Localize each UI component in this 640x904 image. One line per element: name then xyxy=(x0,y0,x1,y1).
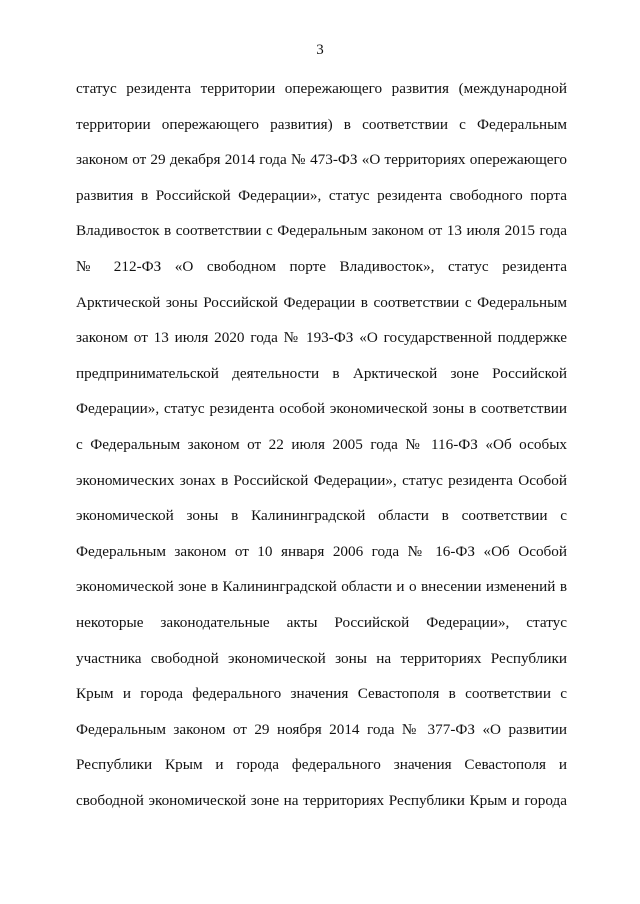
page-number: 3 xyxy=(316,42,324,58)
text-line: участника свободной экономической зоны на территориях Республики xyxy=(76,649,567,667)
text-line: Владивосток в соответствии с Федеральным законом от 13 июля 2015 года xyxy=(76,222,567,240)
text-line: некоторые законодательные акты Российской Федерации», статус xyxy=(76,613,567,631)
text-line: № 212-ФЗ «О свободном порте Владивосток», статус резидента xyxy=(76,257,567,275)
text-line: законом от 29 декабря 2014 года № 473-ФЗ «О территориях опережающего xyxy=(76,151,567,169)
text-line: Федеральным законом от 10 января 2006 года № 16-ФЗ «Об Особой xyxy=(76,542,567,560)
text-line: Федеральным законом от 29 ноября 2014 года № 377-ФЗ «О развитии xyxy=(76,720,567,738)
text-line: территории опережающего развития) в соответствии с Федеральным xyxy=(76,115,567,133)
text-line: Крым и города федерального значения Севастополя в соответствии с xyxy=(76,685,567,703)
text-line: Федерации», статус резидента особой экономической зоны в соответствии xyxy=(76,400,567,418)
text-line: предпринимательской деятельности в Арктической зоне Российской xyxy=(76,364,567,382)
text-line: Арктической зоны Российской Федерации в соответствии с Федеральным xyxy=(76,293,567,311)
text-line: развития в Российской Федерации», статус резидента свободного порта xyxy=(76,186,567,204)
text-line: статус резидента территории опережающего развития (международной xyxy=(76,80,567,97)
text-line: законом от 13 июля 2020 года № 193-ФЗ «О государственной поддержке xyxy=(76,329,567,347)
text-line: с Федеральным законом от 22 июля 2005 года № 116-ФЗ «Об особых xyxy=(76,435,567,453)
text-line: Республики Крым и города федерального значения Севастополя и xyxy=(76,756,567,774)
text-line: экономической зоны в Калининградской области в соответствии с xyxy=(76,507,567,525)
text-line: экономических зонах в Российской Федерации», статус резидента Особой xyxy=(76,471,567,489)
body-text xyxy=(76,76,567,823)
text-line: свободной экономической зоне на территориях Республики Крым и города xyxy=(76,791,567,809)
text-line: экономической зоне в Калининградской области и о внесении изменений в xyxy=(76,578,567,596)
